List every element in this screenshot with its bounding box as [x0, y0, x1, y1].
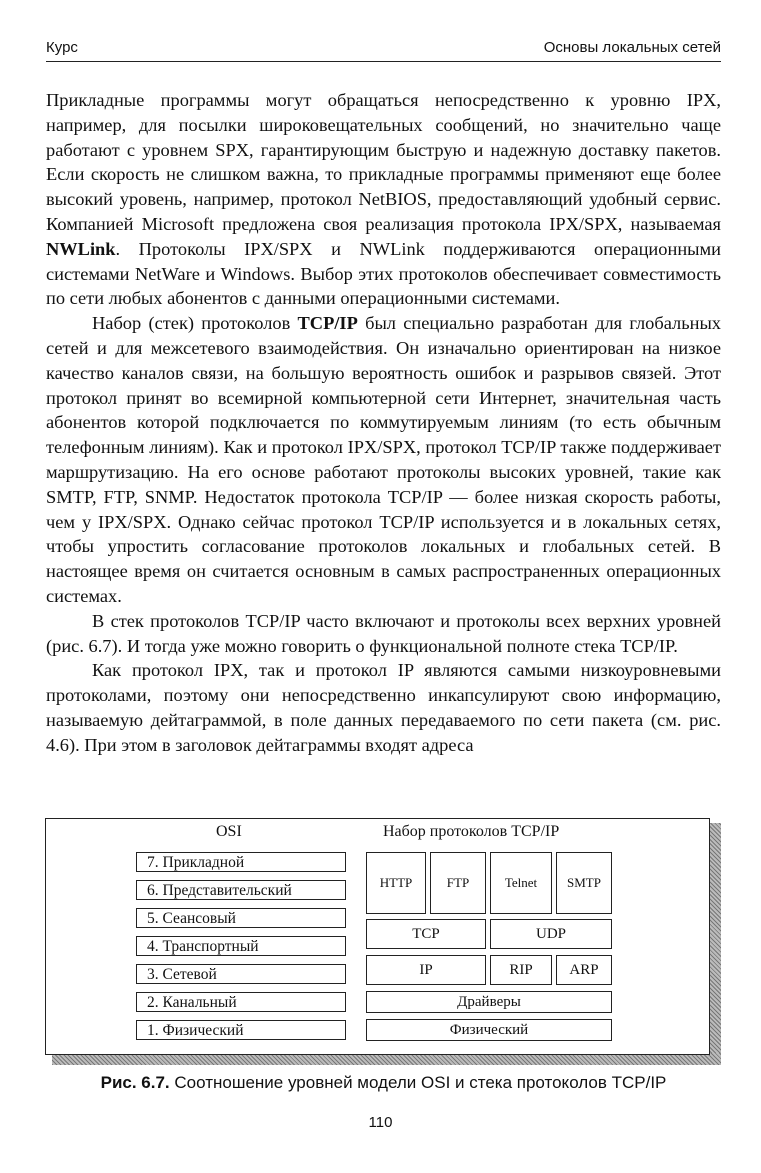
stack-drivers: Драйверы	[366, 991, 612, 1013]
stack-physical: Физический	[366, 1019, 612, 1041]
paragraph-3: В стек протоколов TCP/IP часто включают и протоколы всех верхних уровней (рис. 6.7). И тогда уже можно говорить о функциональной полноте стека TCP/IP.	[46, 610, 721, 656]
stack-udp: UDP	[490, 919, 612, 949]
osi-layer-6: 6. Представительский	[136, 880, 346, 900]
paragraph-4: Как протокол IPX, так и протокол IP являются самыми низкоуровневыми протоколами, поэтому они непосредственно инкапсулируют свою информацию, называемую дейтаграммой, в поле данных передаваемого по сети пакета (см. рис. 4.6). При этом в заголовок дейтаграммы входят адреса	[46, 660, 721, 755]
stack-arp: ARP	[556, 955, 612, 985]
stack-ip: IP	[366, 955, 486, 985]
stack-tcp: TCP	[366, 919, 486, 949]
paragraph-1: Прикладные программы могут обращаться непосредственно к уровню IPX, например, для посылки широковещательных сообщений, но значительно чаще работают с уровнем SPX, гарантирующим быструю и надежную доставку пакетов. Если скорость не слишком важна, то прикладные программы применяют еще более высокий уровень, например, протокол NetBIOS, предоставляющий удобный сервис. Компанией Microsoft предложена своя реализация протокола IPX/SPX, называемая NWLink. Протоколы IPX/SPX и NWLink поддерживаются операционными системами NetWare и Windows. Выбор этих протоколов обеспечивает совместимость по сети любых абонентов с данными операционными системами.	[46, 90, 721, 309]
osi-layer-3: 3. Сетевой	[136, 964, 346, 984]
stack-http: HTTP	[366, 852, 426, 914]
osi-layer-1: 1. Физический	[136, 1020, 346, 1040]
stack-ftp: FTP	[430, 852, 486, 914]
figure-osi-tcpip	[45, 818, 710, 1055]
header-course: Курс	[46, 39, 78, 56]
header-section-title: Основы локальных сетей	[543, 39, 721, 56]
osi-layer-2: 2. Канальный	[136, 992, 346, 1012]
stack-smtp: SMTP	[556, 852, 612, 914]
page-header	[46, 35, 721, 62]
osi-layer-5: 5. Сеансовый	[136, 908, 346, 928]
paragraph-2: Набор (стек) протоколов TCP/IP был специально разработан для глобальных сетей и для межсетевого взаимодействия. Он изначально ориентирован на низкое качество каналов связи, на большую вероятность ошибок и разрывов связей. Этот протокол принят во всемирной компьютерной сети Интернет, значительная часть абонентов которой подключается по коммутируемым линиям (то есть обычным телефонным линиям). Как и протокол IPX/SPX, протокол TCP/IP также поддерживает маршрутизацию. На его основе работают протоколы высоких уровней, такие как SMTP, FTP, SNMP. Недостаток протокола TCP/IP — более низкая скорость работы, чем у IPX/SPX. Однако сейчас протокол TCP/IP используется и в локальных сетях, чтобы упростить согласование протоколов локальных и глобальных сетей. В настоящее время он считается основным в самых распространенных операционных системах.	[46, 313, 721, 606]
stack-telnet: Telnet	[490, 852, 552, 914]
term-nwlink: NWLink	[46, 238, 116, 259]
page-number: 110	[368, 1114, 393, 1131]
body-text	[46, 88, 721, 758]
stack-rip: RIP	[490, 955, 552, 985]
osi-layer-4: 4. Транспортный	[136, 936, 346, 956]
osi-column-title: OSI	[216, 823, 242, 840]
osi-layer-7: 7. Прикладной	[136, 852, 346, 872]
term-tcpip: TCP/IP	[297, 313, 358, 334]
figure-number: Рис. 6.7.	[100, 1073, 170, 1092]
figure-caption-text: Соотношение уровней модели OSI и стека протоколов TCP/IP	[169, 1073, 667, 1092]
stack-column-title: Набор протоколов TCP/IP	[383, 823, 560, 840]
figure-caption	[46, 1073, 721, 1093]
